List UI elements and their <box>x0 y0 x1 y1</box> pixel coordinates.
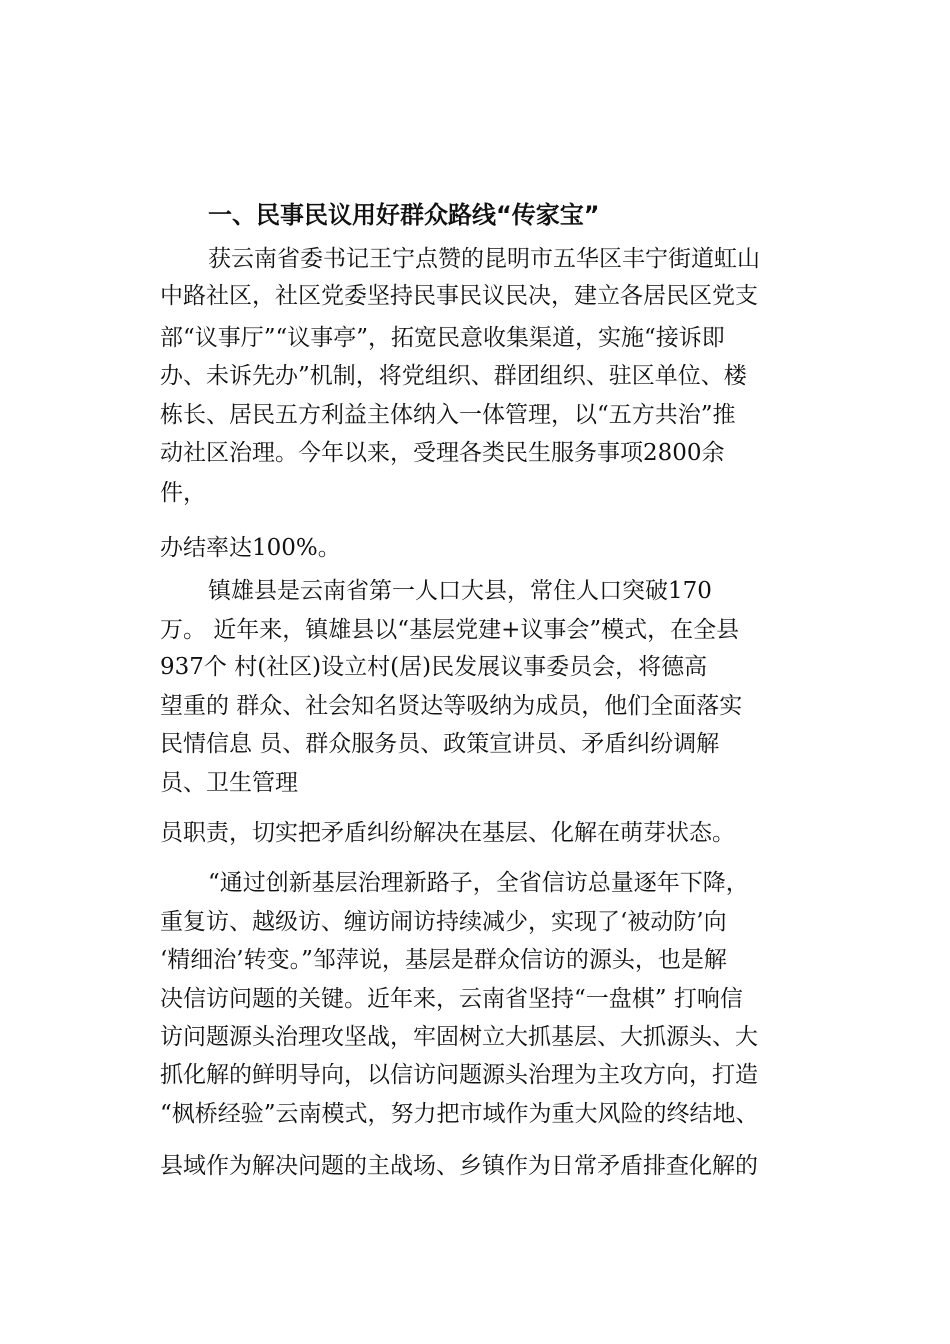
paragraph-line: 重复访、越级访、缠访闹访持续减少，实现了‘被动防’向 <box>160 909 727 935</box>
paragraph-line: 县域作为解决问题的主战场、乡镇作为日常矛盾排查化解的 <box>160 1153 758 1179</box>
paragraph-line: 镇雄县是云南省第一人口大县，常住人口突破170 <box>208 578 712 604</box>
paragraph-line: 万。 近年来，镇雄县以“基层党建+议事会”模式，在全县 <box>160 617 740 643</box>
paragraph-line: “通过创新基层治理新路子，全省信访总量逐年下降， <box>208 870 749 896</box>
paragraph-line: 中路社区，社区党委坚持民事民议民决，建立各居民区党支 <box>160 283 758 309</box>
paragraph-line: 决信访问题的关键。近年来，云南省坚持“一盘棋” 打响信 <box>160 986 743 1012</box>
paragraph-line: 动社区治理。今年以来，受理各类民生服务事项2800余 <box>160 440 725 466</box>
paragraph-line: 员、卫生管理 <box>160 770 298 796</box>
paragraph-line: 获云南省委书记王宁点赞的昆明市五华区丰宁街道虹山 <box>208 246 760 272</box>
section-heading: 一、民事民议用好群众路线“传家宝” <box>208 201 600 229</box>
paragraph-line: 937个 村(社区)设立村(居)民发展议事委员会，将德高 <box>160 654 708 680</box>
paragraph-line: 员职责，切实把矛盾纠纷解决在基层、化解在萌芽状态。 <box>160 820 735 846</box>
paragraph-line: 民情信息 员、群众服务员、政策宣讲员、矛盾纠纷调解 <box>160 731 720 757</box>
paragraph-line: 抓化解的鲜明导向，以信访问题源头治理为主攻方向，打造 <box>160 1062 758 1088</box>
paragraph-line: 办、未诉先办”机制，将党组织、群团组织、驻区单位、楼 <box>160 363 747 389</box>
paragraph-line: “枫桥经验”云南模式，努力把市域作为重大风险的终结地、 <box>160 1101 759 1127</box>
paragraph-line: 栋长、居民五方利益主体纳入一体管理，以“五方共治”推 <box>160 402 736 428</box>
paragraph-line: 部“议事厅”“议事亭”，拓宽民意收集渠道，实施“接诉即 <box>160 325 725 351</box>
paragraph-line: ‘精细治’转变。”邹萍说，基层是群众信访的源头，也是解 <box>160 947 727 973</box>
paragraph-line: 件， <box>160 480 206 506</box>
paragraph-line: 办结率达100%。 <box>160 535 341 561</box>
paragraph-line: 访问题源头治理攻坚战，牢固树立大抓基层、大抓源头、大 <box>160 1024 758 1050</box>
paragraph-line: 望重的 群众、社会知名贤达等吸纳为成员，他们全面落实 <box>160 693 743 719</box>
